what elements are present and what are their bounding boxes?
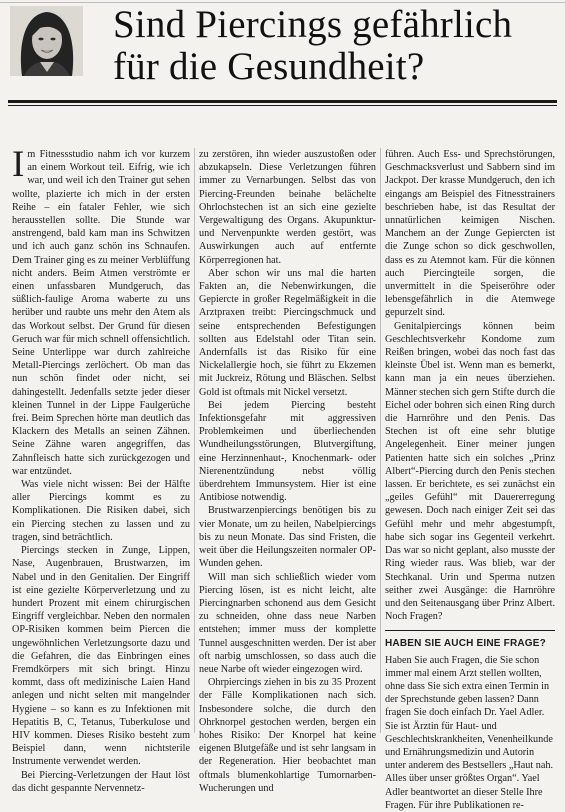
paragraph: Brustwarzenpiercings benötigen bis zu vier Monate, um zu heilen, Nabelpiercings bis zu neun Monate. Das sind Fristen, die weit über die Heilungszeiten normaler OP-Wunden gehen.: [199, 505, 376, 570]
infobox-body: Haben Sie auch Fragen, die Sie schon immer mal einem Arzt stellen wollten, ohne dass Sie sich extra einen Termin in der Sprechstunde geben lassen? Dann fragen Sie doch einfach Dr. Yael Adler. Sie ist Ärztin für Haut- und Geschlechtskrankheiten, Venenheilkunde und Ernährungsmedizin und Autorin unter anderem des Bestsellers „Haut nah. Alles über unser größtes Organ“. Yael Adler beantwortet an dieser Stelle Ihre Fragen. Für ihre Publikationen re-: [385, 654, 554, 811]
paragraph: Bei jedem Piercing besteht Infektionsgefahr mit aggressiven Problemkeimen und überliechenden Wundheilungsstörungen, Blutvergiftung, eine Herzinnenhaut-, Knochenmark- oder Nierenentzündung nebst völlig überdrehtem Immunsystem. Hier ist eine Antibiose notwendig.: [199, 399, 376, 504]
paragraph: Genitalpiercings können beim Geschlechtsverkehr Kondome zum Reißen bringen, wobei das noch fast das kleinste Übel ist. Wenn man es bemerkt, kann man ja ein neues überziehen. Männer stechen sich gern Stifte durch die Eichel oder bohren sich einen Ring durch die Harnröhre und den Penis. Das Stechen ist oft eine sehr blutige Angelegenheit. Einer meiner jungen Patienten hatte sich ein solches „Prinz Albert“-Piercing durch den Penis stechen lassen. Er berichtete, es sei zunächst ein „geiles Gefühl“ mit Dauererregung gewesen. Doch nach einiger Zeit sei das Gefühl mehr und mehr abgestumpft, habe sich sogar ins Gegenteil verkehrt. Das war so nicht geplant, also musste der Ring wieder raus. Was blieb, war der Stechkanal. Urin und Sperma nutzen seither zwei Ausgänge: die Harnröhre und den Seitenausgang über Prinz Albert. Noch Fragen?: [385, 320, 555, 623]
headline-divider-thin: [8, 105, 557, 106]
paragraph: Bei Piercing-Verletzungen der Haut löst das dicht gespannte Nervennetz-: [12, 769, 190, 794]
headline-line-2: für die Gesundheit?: [113, 45, 425, 88]
headline: [113, 4, 553, 88]
paragraph: Ohrpiercings ziehen in bis zu 35 Prozent der Fälle Komplikationen nach sich. Insbesondere solche, die durch den Ohrknorpel gestochen werden, bergen ein hohes Risiko: Der Knorpel hat keine eigenen Blutgefäße und ist sehr langsam in der Regeneration. Hier beobachtet man oftmals blumenkohlartige Tumornarben-Wucherungen und: [199, 677, 376, 794]
article-column-1: [12, 144, 190, 795]
paragraph: Aber schon wir uns mal die harten Fakten an, die Nebenwirkungen, die Gepiercte in großer Regelmäßigkeit in die Arztpraxen treibt: Piercingschmuck und seine entsprechenden Befestigungen sollten aus Edelstahl oder Titan sein. Andernfalls ist das Risiko für eine Nickelallergie hoch, sie führt zu Ekzemen mit Juckreiz, Rötung und Bläschen. Selbst Gold ist oftmals mit Nickel versetzt.: [199, 267, 376, 398]
drop-cap: I: [12, 144, 25, 185]
article-column-3: [385, 148, 555, 812]
paragraph: Piercings stecken in Zunge, Lippen, Nase, Augenbrauen, Brustwarzen, im Nabel und in den Genitalien. Der Eingriff ist eine gezielte Körperverletzung und zu hundert Prozent mit einem chirurgischen Eingriff vergleichbar. Neben den normalen OP-Risiken kommen beim Piercen die ungewöhnlichen Verletzungsorte dazu und die Gefahren, die das Einbringen eines Fremdkörpers mit sich bringt. Hinzu kommt, dass oft medizinische Laien Hand anlegen und nicht selten mit mangelnder Hygiene – so kann es zu Infektionen mit Hepatitis B, C, Tetanus, Tuberkulose und HIV kommen. Dieses Risiko besteht zum Beispiel dann, wenn nichtsterile Instrumente verwendet werden.: [12, 545, 190, 768]
column-divider: [194, 148, 195, 733]
paragraph: Will man sich schließlich wieder vom Piercing lösen, ist es nicht leicht, alte Piercingnarben schonend aus dem Gesicht zu schneiden, ohne dass neue Narben entstehen; immer muss der komplette Tunnel ausgeschnitten werden. Der ist aber oft narbig umschlossen, so dass auch die neue Narbe oft wieder eingezogen wird.: [199, 571, 376, 675]
paragraph: Im Fitnessstudio nahm ich vor kurzem an einem Workout teil. Eifrig, wie ich war, und weil ich den Trainer gut sehen wollte, plazierte ich mich in der ersten Reihe – ein fataler Fehler, wie sich herausstellen sollte. Die Stunde war anstrengend, bald kam man ins Schwitzen und ich auch ganz schön ins Schnaufen. Dem Trainer ging es zu meiner Verblüffung nicht anders. Beim Atmen verströmte er einen unfassbaren Mundgeruch, das süßlich-faulige Aroma waberte zu uns herüber und raubte uns mehr den Atem als das Workout selbst. Der Grund für diesen Geruch war für mich schnell offensichtlich. Seine Unterlippe war durch zahlreiche Metall-Piercings zerlöchert. Ob man das nun schön findet oder nicht, sei dahingestellt. Jedenfalls setzte jeder dieser kleinen Tunnel in der Lippe Faulgerüche frei. Beim Sprechen hörte man deutlich das Klackern des Metalls an seinen Zähnen. Seine Zähne waren angegriffen, das Zahnfleisch hatte sich zurückgezogen und war entzündet.: [12, 144, 190, 477]
headline-divider-thick: [8, 100, 557, 103]
column-divider: [380, 148, 381, 733]
paragraph: führen. Auch Ess- und Sprechstörungen, Geschmacksverlust und Sabbern sind im Jackpot. Der krasse Mundgeruch, den ich eingangs am Beispiel des Fitnesstrainers beschrieben habe, ist das Resultat der unnatürlichen keimigen Nischen. Manchem an der Zunge Gepiercten ist die Zunge schon so dick geschwollen, dass es zu Atemnot kam. Für die können auch Piercingteile sorgen, die unvermittelt in die Speiseröhre oder lebensgefährlich in die Atemwege gepurzelt sind.: [385, 149, 555, 319]
paragraph: Was viele nicht wissen: Bei der Hälfte aller Piercings kommt es zu Komplikationen. Die Risiken dabei, sich ein Piercing stechen zu lassen und zu tragen, sind beträchtlich.: [12, 479, 190, 543]
headline-line-1: Sind Piercings gefährlich: [113, 3, 513, 46]
article-column-2: [199, 148, 376, 795]
author-portrait: [10, 6, 83, 76]
paragraph: zu zerstören, ihn wieder auszustoßen oder abzukapseln. Diese Verletzungen führen immer zu Vernarbungen. Selbst das von Piercing-Freunden beinahe belächelte Ohrlochstechen ist an sich eine gezielte Vergewaltigung des Organs. Akupunktur- und Nervenpunkte werden gestört, was Auswirkungen auch auf entfernte Körperregionen hat.: [199, 149, 376, 266]
infobox-heading: HABEN SIE AUCH EINE FRAGE?: [385, 638, 546, 650]
infobox-divider: [385, 630, 555, 631]
